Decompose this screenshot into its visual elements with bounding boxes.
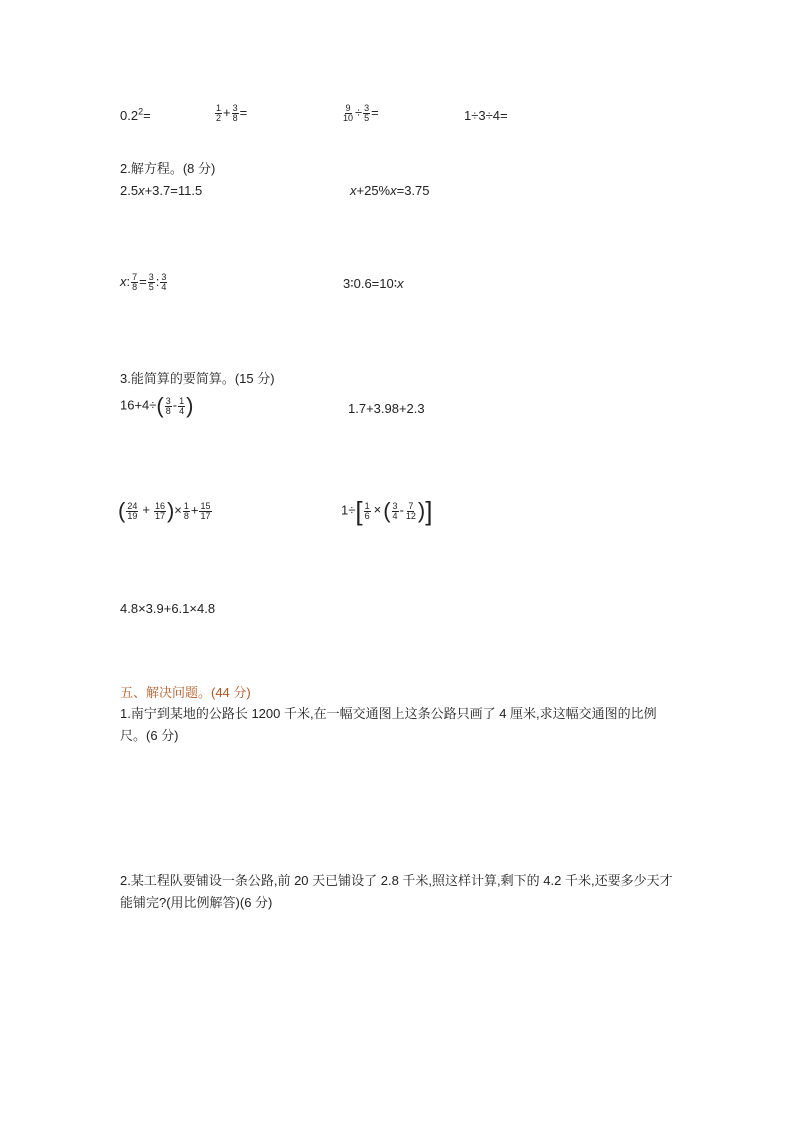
right-bracket: ] [425, 496, 433, 526]
numerator: 15 [200, 500, 211, 511]
equation-2 [350, 183, 430, 199]
left-paren: ( [156, 393, 164, 418]
denominator: 6 [364, 510, 370, 521]
denominator: 4 [179, 405, 185, 416]
numerator: 16 [154, 500, 165, 511]
numerator: 1 [179, 395, 185, 406]
equation-rest: +3.7=11.5 [144, 183, 203, 198]
operator: + [223, 104, 231, 120]
percent-term: +25% [356, 183, 391, 198]
denominator: 17 [154, 510, 165, 521]
denominator: 4 [392, 510, 398, 521]
fraction [199, 502, 211, 521]
numerator: 3 [161, 272, 167, 282]
equation-rest: =3.75 [396, 183, 430, 198]
equals: = [139, 273, 147, 289]
denominator: 19 [127, 510, 138, 521]
equation-4 [343, 276, 404, 292]
fraction [215, 104, 222, 123]
operator: ÷ [355, 104, 363, 120]
denominator: 8 [183, 510, 189, 521]
numerator: 3 [392, 500, 398, 511]
fraction [126, 502, 138, 521]
denominator: 10 [343, 113, 354, 123]
base: 0.2 [120, 108, 139, 123]
equation-1 [120, 183, 202, 199]
right-paren: ) [417, 498, 426, 523]
numerator: 3 [232, 103, 238, 113]
numerator: 1 [364, 500, 370, 511]
expr-div-chain: 1÷3÷4= [464, 108, 508, 123]
numerator: 3 [148, 272, 154, 282]
numerator: 9 [345, 103, 351, 113]
variable-x: x [120, 273, 127, 289]
variable-x: x [350, 183, 357, 198]
operator: + [190, 502, 199, 518]
denominator: 8 [165, 405, 171, 416]
fraction [342, 104, 354, 123]
section-5-title: 五、解决问题。(44 分) [120, 685, 251, 700]
fraction [160, 273, 167, 292]
denominator: 4 [161, 282, 167, 292]
fraction [178, 397, 185, 416]
fraction [183, 502, 190, 521]
operator: × [373, 502, 382, 518]
ratio-expression: 3∶0.6=10∶ [343, 276, 398, 291]
variable-x: x [397, 276, 404, 291]
right-paren: ) [166, 498, 175, 523]
denominator: 17 [200, 510, 211, 521]
left-paren: ( [118, 498, 126, 523]
calc-prefix: 16+4÷ [120, 397, 157, 413]
numerator: 1 [183, 500, 189, 511]
operator: + [142, 502, 150, 518]
fraction [165, 397, 172, 416]
calc-3 [118, 500, 213, 522]
variable-x: x [390, 183, 397, 198]
equals: = [239, 104, 248, 120]
denominator: 5 [364, 113, 370, 123]
fraction [232, 104, 239, 123]
numerator: 7 [132, 272, 138, 282]
calc-1 [120, 395, 193, 417]
operator: - [399, 502, 404, 518]
calc-2: 1.7+3.98+2.3 [348, 401, 425, 416]
right-paren: ) [186, 393, 194, 418]
numerator: 3 [165, 395, 171, 406]
coefficient: 2.5 [120, 183, 139, 198]
numerator: 3 [364, 103, 370, 113]
left-bracket: [ [355, 496, 363, 526]
operator: × [174, 502, 182, 518]
q3-title: 3.能简算的要简算。(15 分) [120, 371, 275, 386]
calc-prefix: 1÷ [341, 502, 356, 518]
fraction [364, 502, 371, 521]
denominator: 12 [405, 510, 416, 521]
exponent: 2 [138, 106, 144, 117]
problem-2: 2.某工程队要铺设一条公路,前 20 天已铺设了 2.8 千米,照这样计算,剩下的 4.2 千米,还要多少天才能铺完?(用比例解答)(6 分) [120, 873, 673, 910]
q2-title: 2.解方程。(8 分) [120, 161, 216, 176]
denominator: 8 [232, 113, 238, 123]
equals: = [371, 104, 379, 120]
fraction [154, 502, 166, 521]
denominator: 5 [148, 282, 154, 292]
ratio-colon: : [155, 273, 160, 289]
denominator: 2 [216, 113, 222, 123]
numerator: 7 [408, 500, 414, 511]
variable-x: x [138, 183, 145, 198]
fraction [392, 502, 399, 521]
calc-5: 4.8×3.9+6.1×4.8 [120, 601, 216, 616]
fraction [131, 273, 138, 292]
fraction [363, 104, 370, 123]
expr-frac-add [214, 104, 247, 123]
expr-square [120, 108, 151, 124]
denominator: 8 [132, 282, 138, 292]
operator: - [172, 397, 178, 413]
numerator: 1 [216, 103, 222, 113]
equation-3 [120, 273, 168, 292]
fraction [148, 273, 155, 292]
problem-1: 1.南宁到某地的公路长 1200 千米,在一幅交通图上这条公路只画了 4 厘米,求这幅交通图的比例尺。(6 分) [120, 706, 657, 743]
left-paren: ( [383, 498, 391, 523]
expr-frac-div [341, 104, 379, 123]
calc-4 [341, 498, 432, 524]
ratio-colon: : [126, 273, 131, 289]
fraction [405, 502, 417, 521]
equals: = [143, 108, 151, 123]
numerator: 24 [127, 500, 138, 511]
